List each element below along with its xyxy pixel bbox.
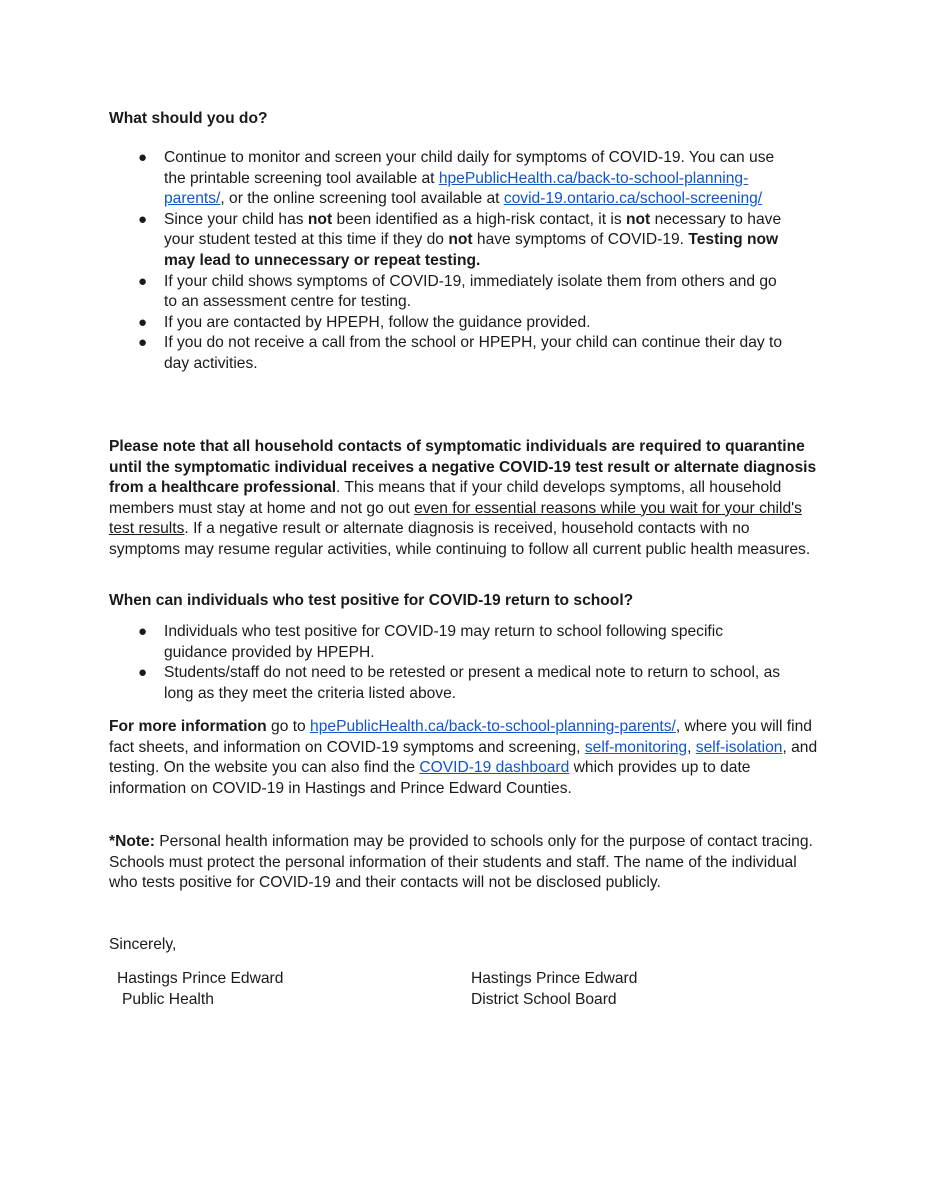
closing-salutation: Sincerely, (109, 936, 177, 953)
list-item: ● Students/staff do not need to be retested or present a medical note to return to school, as long as they meet the criteria listed above. (138, 664, 781, 702)
bullet-icon: ● (138, 149, 148, 166)
signature-line: Public Health (122, 990, 214, 1008)
list-item: ● If you are contacted by HPEPH, follow the guidance provided. (0, 313, 784, 334)
return-to-school-heading: When can individuals who test positive for COVID-19 return to school? (109, 592, 634, 609)
what-to-do-list (0, 148, 784, 375)
online-screening-link[interactable]: covid-19.ontario.ca/school-screening/ (503, 190, 763, 208)
bullet-icon: ● (138, 664, 148, 682)
list-item: ● Individuals who test positive for COVID-19 may return to school following specific guidance provided by HPEPH. (138, 623, 724, 661)
bullet-icon: ● (138, 272, 148, 290)
signature-line: Hastings Prince Edward (471, 970, 638, 987)
bullet-icon: ● (138, 623, 148, 640)
bullet-icon: ● (138, 313, 148, 331)
signature-public-health (117, 969, 283, 1010)
more-information-paragraph: For more information go to hpePublicHealth.ca/back-to-school-planning-parents/, where you will find fact sheets, and information on COVID-19 symptoms and screening, self-monitoring, self-isolation, and testing. On the website you can also find the COVID-19 dashboard which provides up to date information on COVID-19 in Hastings and Prince Edward Counties. (109, 718, 818, 797)
self-isolation-link[interactable]: self-isolation (695, 738, 783, 756)
signature-line: District School Board (471, 990, 617, 1008)
privacy-note-paragraph: *Note: Personal health information may be provided to schools only for the purpose of contact tracing. Schools must protect the personal information of their students and staff. The name of the individual who tests positive for COVID-19 and their contacts will not be disclosed publicly. (109, 833, 813, 892)
what-should-you-do-heading: What should you do? (109, 110, 268, 127)
signature-line: Hastings Prince Edward (117, 970, 284, 987)
list-item: ● Continue to monitor and screen your child daily for symptoms of COVID-19. You can use the printable screening tool available at hpePublicHealth.ca/back-to-school-planning-parents/, or the online screening tool available at covid-19.ontario.ca/school-screening/ (138, 149, 775, 208)
household-contacts-paragraph: Please note that all household contacts of symptomatic individuals are required to quarantine until the symptomatic individual receives a negative COVID-19 test result or alternate diagnosis from a healthcare professional. This means that if your child develops symptoms, all household members must stay at home and not go out even for essential reasons while you wait for your child's test results. If a negative result or alternate diagnosis is received, household contacts with no symptoms may resume regular activities, while continuing to follow all current public health measures. (109, 438, 817, 558)
signature-school-board (471, 969, 637, 1010)
self-monitoring-link[interactable]: self-monitoring (584, 738, 688, 756)
return-to-school-list (0, 622, 784, 704)
covid-dashboard-link[interactable]: COVID-19 dashboard (419, 759, 570, 777)
back-to-school-link[interactable]: hpePublicHealth.ca/back-to-school-planning-parents/ (310, 718, 676, 735)
list-item: ● If your child shows symptoms of COVID-19, immediately isolate them from others and go to an assessment centre for testing. (138, 272, 777, 311)
bullet-icon: ● (138, 210, 148, 228)
bullet-icon: ● (138, 334, 148, 352)
list-item: ● If you do not receive a call from the school or HPEPH, your child can continue their day to day activities. (138, 334, 783, 372)
screening-tool-link[interactable]: hpePublicHealth.ca/back-to-school-planning-parents/ (164, 169, 749, 208)
list-item: ● Since your child has not been identified as a high-risk contact, it is not necessary to have your student tested at this time if they do not have symptoms of COVID-19. Testing now may lead to unnecessary or repeat testing. (138, 210, 782, 269)
